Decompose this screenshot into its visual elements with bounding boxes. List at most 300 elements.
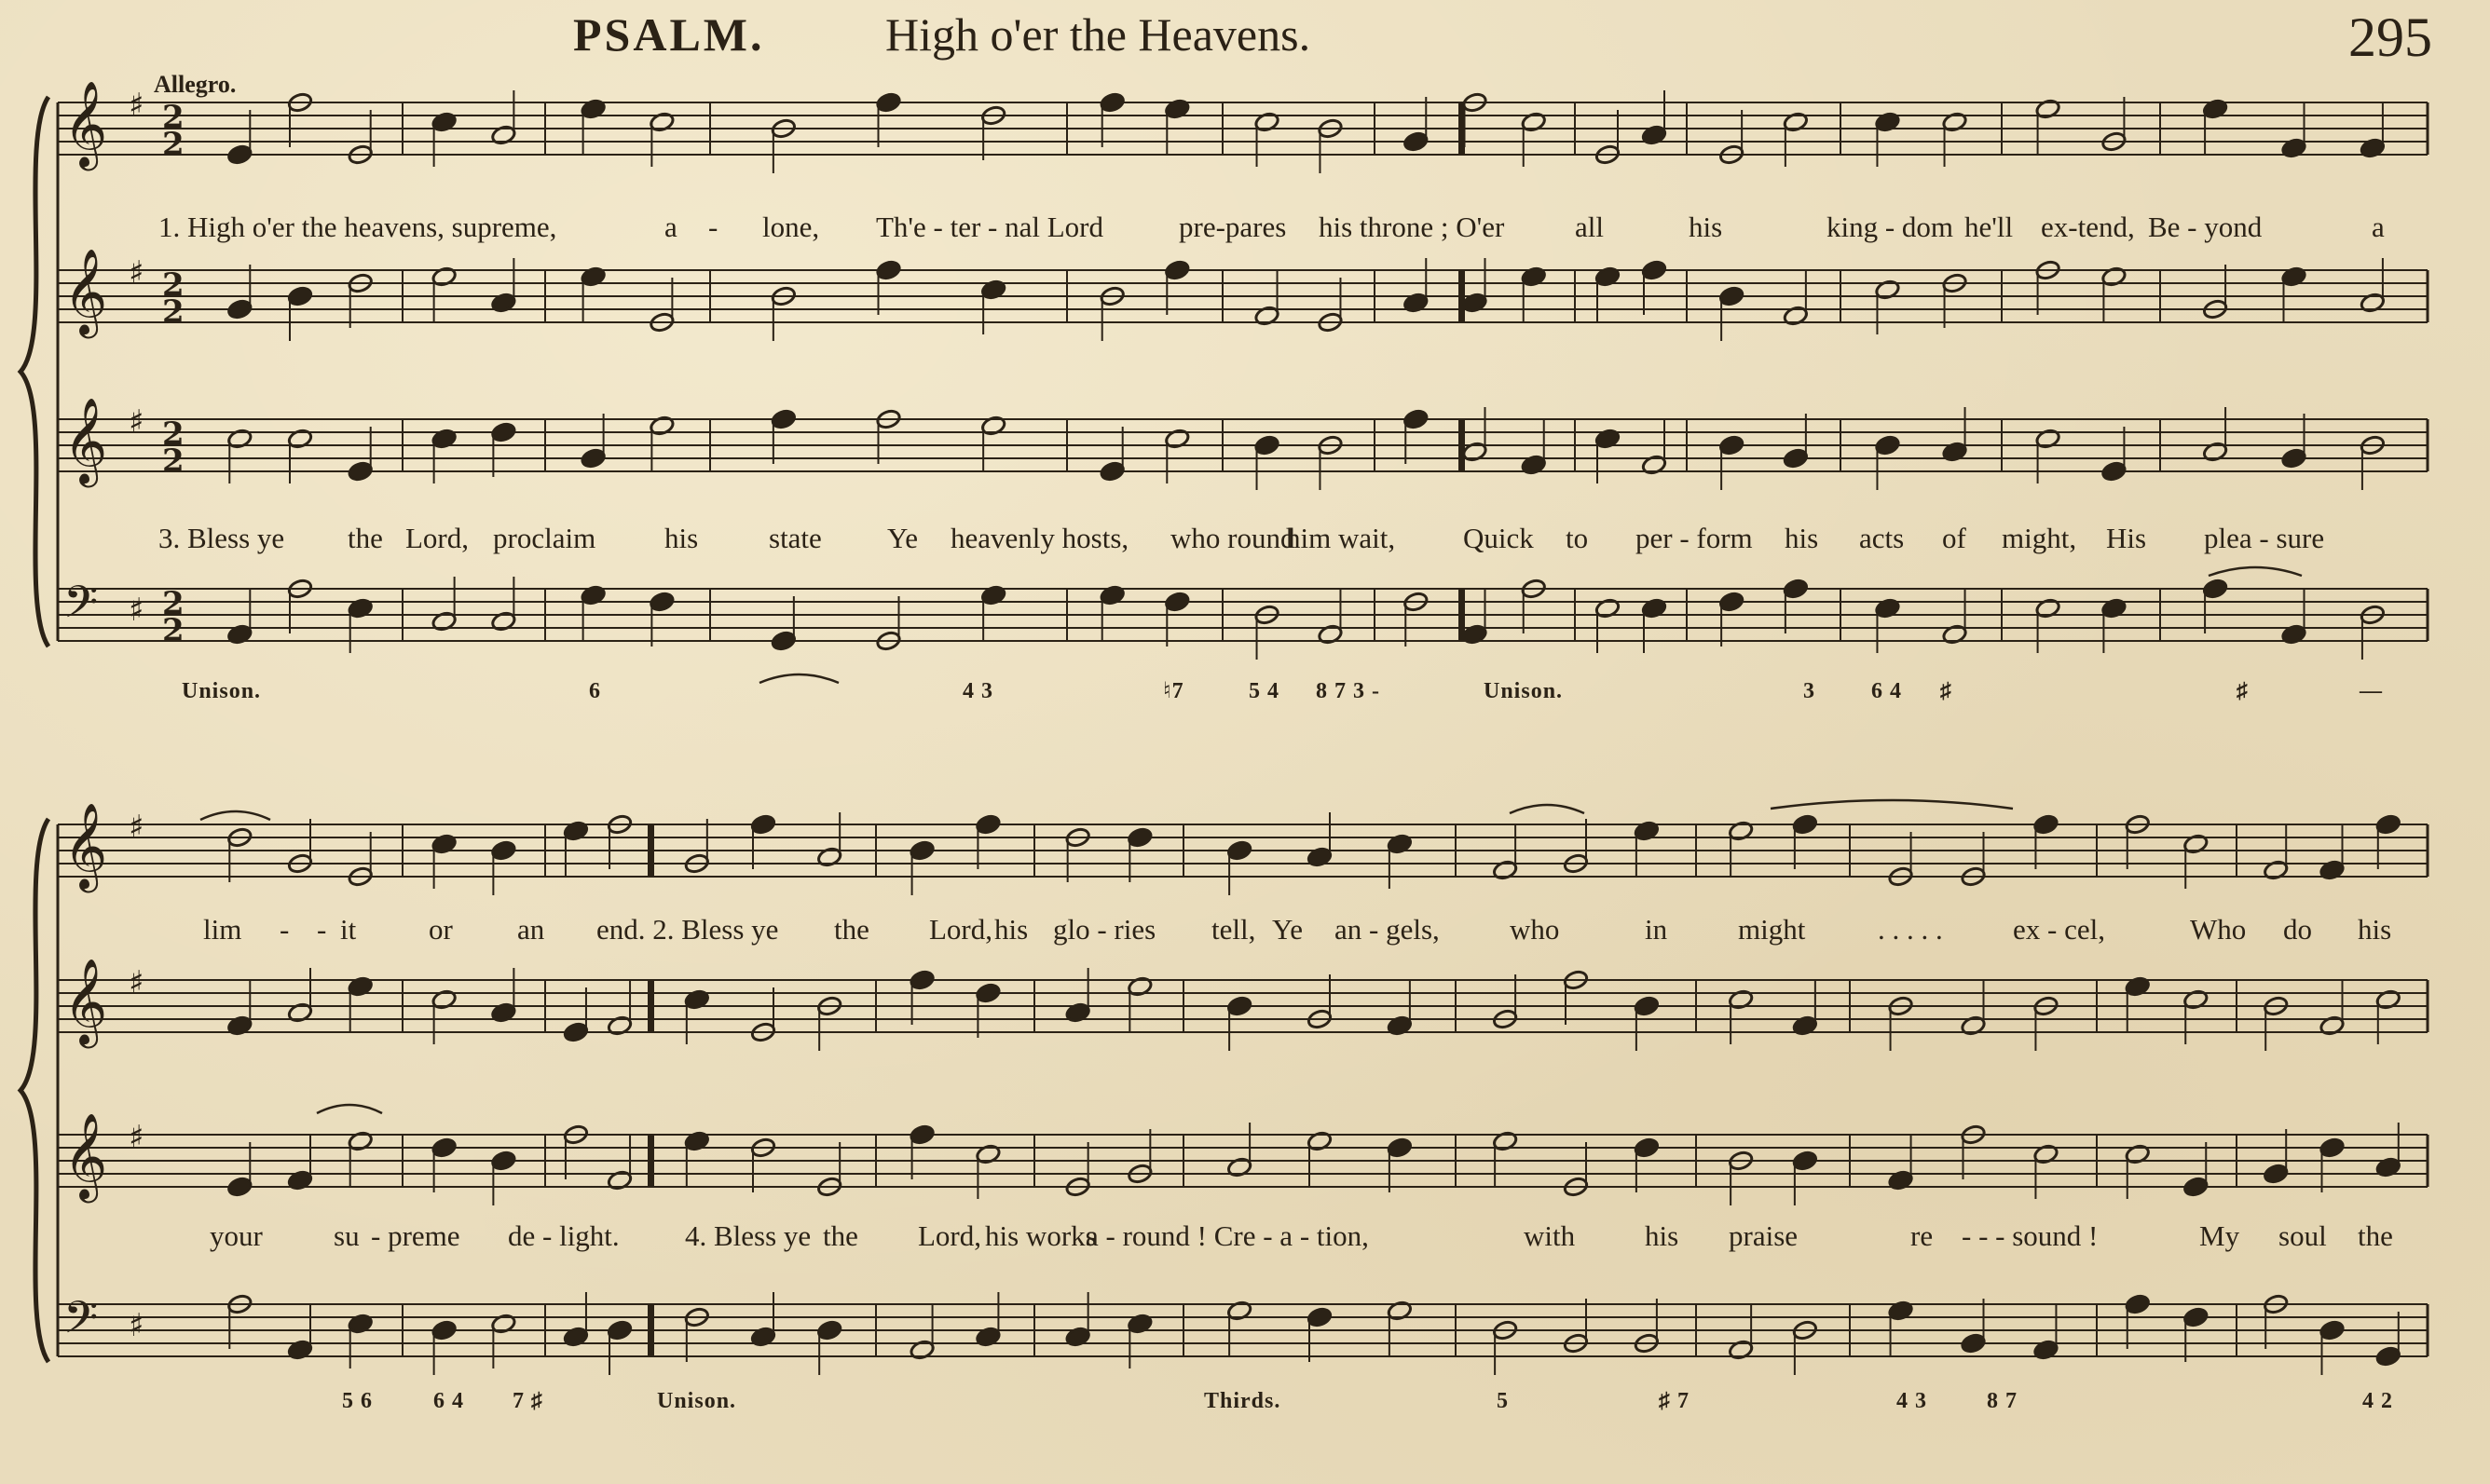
notehead: [348, 1130, 374, 1151]
key-signature-sharp: ♯: [129, 964, 144, 1001]
time-signature-icon: 2: [162, 612, 185, 649]
notehead: [1521, 454, 1547, 475]
figured-bass-figure: —: [2360, 679, 2383, 703]
lyric-syllable: end. 2. Bless ye: [596, 913, 779, 946]
notehead: [2125, 975, 2151, 997]
notehead: [2360, 292, 2386, 313]
notehead: [581, 584, 607, 606]
treble-clef-icon: 𝄞: [63, 248, 108, 334]
notehead: [2125, 1293, 2151, 1314]
notehead: [1960, 1014, 1986, 1036]
lyric-syllable: the: [823, 1219, 858, 1252]
notehead: [2032, 1339, 2059, 1360]
key-signature-sharp: ♯: [129, 403, 144, 441]
notehead: [2263, 859, 2289, 880]
lyric-syllable: tell,: [1211, 913, 1256, 946]
notehead: [1254, 434, 1280, 456]
notehead: [1307, 1130, 1333, 1151]
header-category: PSALM.: [573, 8, 765, 61]
notehead: [1164, 259, 1190, 280]
notehead: [287, 285, 313, 306]
lyric-syllable: his: [1785, 522, 1819, 554]
notehead: [2375, 1156, 2401, 1178]
notehead: [684, 1130, 710, 1151]
figured-bass-figure: 8 7: [1987, 1389, 2018, 1413]
lyric-syllable: or: [429, 913, 453, 946]
key-signature-sharp: ♯: [129, 809, 144, 846]
slur: [200, 811, 270, 820]
key-signature-sharp: ♯: [129, 87, 144, 124]
notehead: [2182, 1306, 2209, 1327]
notehead: [226, 1176, 253, 1197]
notehead: [2375, 988, 2401, 1010]
time-signature-icon: 2: [162, 415, 185, 453]
notehead: [226, 1014, 253, 1036]
notehead: [1387, 833, 1413, 854]
time-signature-icon: 2: [162, 99, 185, 136]
lyric-syllable: - - - sound !: [1962, 1219, 2099, 1252]
notehead: [980, 279, 1006, 300]
notehead: [490, 292, 516, 313]
notehead: [287, 1001, 313, 1023]
notehead: [975, 1143, 1001, 1164]
notehead: [1164, 98, 1190, 119]
notehead: [607, 1014, 633, 1036]
figured-bass-figure: 7 ♯: [513, 1389, 543, 1413]
lyric-syllable: the: [2358, 1219, 2393, 1252]
lyric-syllable: who round: [1170, 522, 1295, 554]
lyric-syllable: per - form: [1635, 522, 1753, 554]
notehead: [1728, 820, 1754, 841]
notehead: [1634, 820, 1660, 841]
notehead: [816, 1319, 842, 1341]
bass-clef-icon: 𝄢: [63, 1291, 99, 1355]
notehead: [2202, 98, 2228, 119]
notehead: [1942, 111, 1968, 132]
lyric-syllable: might,: [2002, 522, 2077, 554]
lyric-syllable: Ye: [1272, 913, 1304, 946]
notehead: [1641, 259, 1667, 280]
notehead: [431, 833, 458, 854]
figured-bass-figure: 4 3: [963, 679, 993, 703]
notehead: [1728, 1339, 1754, 1360]
notehead: [563, 820, 589, 841]
lyric-syllable: a - round ! Cre - a - tion,: [1086, 1219, 1369, 1252]
notehead: [607, 1319, 633, 1341]
notehead: [348, 460, 374, 482]
notehead: [2319, 1137, 2345, 1158]
notehead: [348, 1313, 374, 1334]
lyric-syllable: heavenly hosts,: [951, 522, 1129, 554]
notehead: [1783, 305, 1809, 326]
notehead: [1164, 591, 1190, 612]
notehead: [2182, 833, 2209, 854]
notehead: [1960, 1332, 1986, 1354]
notehead: [431, 610, 458, 632]
notehead: [1402, 408, 1429, 429]
notehead: [1387, 1014, 1413, 1036]
notehead: [607, 1169, 633, 1191]
lyric-syllable: -: [317, 913, 327, 946]
figured-bass-figure: 4 3: [1896, 1389, 1927, 1413]
notehead: [649, 591, 675, 612]
key-signature-sharp: ♯: [129, 1307, 144, 1344]
notehead: [2032, 813, 2059, 835]
notehead: [2035, 428, 2061, 449]
notehead: [490, 124, 516, 145]
notehead: [2100, 597, 2127, 619]
notehead: [649, 415, 675, 436]
notehead: [1254, 111, 1280, 132]
slur: [759, 674, 839, 683]
lyric-syllable: Th'e - ter - nal Lord: [876, 211, 1104, 243]
lyric-syllable: Who: [2190, 913, 2247, 946]
page-title: High o'er the Heavens.: [885, 8, 1311, 61]
lyric-syllable: - preme: [371, 1219, 460, 1252]
figured-bass-figure: ♯: [2237, 679, 2249, 703]
notehead: [771, 408, 797, 429]
lyric-syllable: 4. Bless ye: [685, 1219, 812, 1252]
notehead: [348, 597, 374, 619]
lyric-syllable: -: [708, 211, 718, 243]
notehead: [1874, 597, 1900, 619]
notehead: [1942, 441, 1968, 462]
time-signature-icon: 2: [162, 126, 185, 163]
notehead: [975, 1326, 1001, 1347]
treble-clef-icon: 𝄞: [63, 958, 108, 1044]
notehead: [1387, 1137, 1413, 1158]
notehead: [1874, 434, 1900, 456]
notehead: [431, 1319, 458, 1341]
lyric-syllable: 1. High o'er the heavens, supreme,: [158, 211, 557, 243]
lyric-syllable: a: [664, 211, 677, 243]
figured-bass-figure: Unison.: [1484, 679, 1564, 703]
lyric-syllable: Quick: [1463, 522, 1534, 554]
notehead: [875, 259, 901, 280]
brace-icon: [21, 819, 48, 1362]
notehead: [1792, 1150, 1818, 1171]
figured-bass-figure: ♯: [1940, 679, 1952, 703]
notehead: [1783, 111, 1809, 132]
notehead: [1792, 813, 1818, 835]
notehead: [581, 447, 607, 469]
notehead: [1492, 1130, 1518, 1151]
key-signature-sharp: ♯: [129, 1119, 144, 1156]
lyric-syllable: pre-pares: [1179, 211, 1287, 243]
notehead: [1594, 428, 1621, 449]
notehead: [2202, 441, 2228, 462]
notehead: [1100, 460, 1126, 482]
slur: [1510, 805, 1584, 813]
notehead: [2375, 1345, 2401, 1367]
notehead: [490, 1001, 516, 1023]
figured-bass-figure: Unison.: [182, 679, 262, 703]
notehead: [1888, 1169, 1914, 1191]
notehead: [1492, 859, 1518, 880]
notehead: [226, 428, 253, 449]
notehead: [1164, 428, 1190, 449]
figured-bass-figure: 6 4: [1871, 679, 1902, 703]
notehead: [2032, 1143, 2059, 1164]
time-signature-icon: 2: [162, 266, 185, 304]
notehead: [2375, 813, 2401, 835]
slur: [1771, 800, 2013, 809]
notehead: [490, 421, 516, 442]
notehead: [2182, 1176, 2209, 1197]
lyric-syllable: of: [1942, 522, 1966, 554]
figured-bass-figure: 4 2: [2362, 1389, 2393, 1413]
lyric-syllable: state: [769, 522, 822, 554]
notehead: [980, 415, 1006, 436]
notehead: [2263, 1163, 2289, 1184]
lyric-syllable: ex-tend,: [2041, 211, 2135, 243]
notehead: [1634, 995, 1660, 1016]
notehead: [1594, 597, 1621, 619]
notehead: [1521, 111, 1547, 132]
section-barline: [648, 980, 654, 1032]
lyric-syllable: Ye: [887, 522, 919, 554]
notehead: [431, 428, 458, 449]
notehead: [1461, 441, 1487, 462]
notehead: [1783, 578, 1809, 599]
notehead: [1728, 988, 1754, 1010]
figured-bass-figure: ♯ 7: [1659, 1389, 1690, 1413]
notehead: [1521, 265, 1547, 287]
notehead: [2280, 623, 2306, 645]
section-barline: [1458, 419, 1465, 471]
lyric-syllable: Lord,: [918, 1219, 982, 1252]
lyric-syllable: his: [1689, 211, 1723, 243]
notehead: [975, 982, 1001, 1003]
notehead: [1127, 1313, 1153, 1334]
lyric-syllable: -: [280, 913, 290, 946]
notehead: [750, 813, 776, 835]
figured-bass-figure: 6 4: [433, 1389, 464, 1413]
notehead: [750, 1326, 776, 1347]
lyric-syllable: soul: [2278, 1219, 2327, 1252]
notehead: [2035, 98, 2061, 119]
notehead: [563, 1326, 589, 1347]
notehead: [1634, 1137, 1660, 1158]
notehead: [2202, 578, 2228, 599]
time-signature-icon: 2: [162, 293, 185, 331]
slur: [317, 1105, 382, 1113]
lyric-syllable: ex - cel,: [2013, 913, 2105, 946]
lyric-syllable: your: [210, 1219, 263, 1252]
key-signature-sharp: ♯: [129, 254, 144, 292]
notehead: [2280, 265, 2306, 287]
figured-bass-figure: Unison.: [657, 1389, 737, 1413]
figured-bass-figure: 5 6: [342, 1389, 373, 1413]
notehead: [1254, 305, 1280, 326]
notehead: [1065, 1326, 1091, 1347]
section-barline: [648, 1304, 654, 1356]
lyric-syllable: lim: [203, 913, 242, 946]
lyric-syllable: his: [2358, 913, 2392, 946]
notehead: [1226, 1300, 1252, 1321]
notehead: [490, 1150, 516, 1171]
key-signature-sharp: ♯: [129, 592, 144, 629]
notehead: [910, 1123, 936, 1145]
notehead: [1317, 623, 1343, 645]
time-signature-icon: 2: [162, 442, 185, 480]
lyric-syllable: all: [1575, 211, 1604, 243]
lyric-syllable: . . . . .: [1878, 913, 1943, 946]
notehead: [431, 111, 458, 132]
notehead: [2280, 447, 2306, 469]
figured-bass-figure: 8 7 3 -: [1316, 679, 1380, 703]
notehead: [980, 584, 1006, 606]
slur: [2209, 567, 2302, 576]
lyric-syllable: glo - ries: [1053, 913, 1156, 946]
bass-clef-icon: 𝄢: [63, 576, 99, 639]
lyric-syllable: an: [517, 913, 545, 946]
notehead: [1718, 434, 1744, 456]
notehead: [875, 91, 901, 113]
page-number: 295: [2348, 7, 2432, 68]
figured-bass-figure: ♮7: [1163, 679, 1184, 703]
notehead: [1387, 1300, 1413, 1321]
lyric-syllable: the: [834, 913, 869, 946]
lyric-syllable: Lord,: [929, 913, 993, 946]
lyric-syllable: the: [348, 522, 383, 554]
lyric-syllable: to: [1566, 522, 1589, 554]
notehead: [287, 428, 313, 449]
notehead: [2319, 1319, 2345, 1341]
notehead: [1792, 1014, 1818, 1036]
notehead: [2319, 1014, 2345, 1036]
treble-clef-icon: 𝄞: [63, 397, 108, 483]
lyric-syllable: him wait,: [1286, 522, 1396, 554]
lyric-syllable: su: [334, 1219, 360, 1252]
notehead: [1127, 826, 1153, 848]
notehead: [1402, 292, 1429, 313]
notehead: [1641, 454, 1667, 475]
notehead: [1226, 839, 1252, 861]
notehead: [431, 265, 458, 287]
section-barline: [1458, 270, 1465, 322]
notehead: [490, 839, 516, 861]
notehead: [581, 98, 607, 119]
notehead: [1100, 584, 1126, 606]
notehead: [1874, 111, 1900, 132]
figured-bass-figure: 5 4: [1249, 679, 1279, 703]
lyric-syllable: his: [664, 522, 699, 554]
notehead: [1461, 292, 1487, 313]
notehead: [2319, 859, 2345, 880]
figured-bass-figure: Thirds.: [1204, 1389, 1281, 1413]
notehead: [1942, 623, 1968, 645]
notehead: [1307, 1306, 1333, 1327]
notehead: [771, 630, 797, 651]
notehead: [226, 298, 253, 320]
tempo-marking: Allegro.: [154, 71, 237, 98]
lyric-syllable: who: [1510, 913, 1560, 946]
lyric-syllable: Be - yond: [2148, 211, 2263, 243]
notehead: [348, 975, 374, 997]
lyric-syllable: My: [2199, 1219, 2240, 1252]
lyric-syllable: re: [1910, 1219, 1934, 1252]
notehead: [1402, 130, 1429, 152]
lyric-syllable: do: [2283, 913, 2312, 946]
notehead: [910, 969, 936, 990]
notehead: [1594, 265, 1621, 287]
notehead: [563, 1021, 589, 1042]
notehead: [2182, 988, 2209, 1010]
notehead: [1226, 995, 1252, 1016]
lyric-syllable: lone,: [762, 211, 820, 243]
notehead: [431, 1137, 458, 1158]
notehead: [1888, 1300, 1914, 1321]
notehead: [1461, 623, 1487, 645]
lyric-syllable: his throne ; O'er: [1319, 211, 1505, 243]
lyric-syllable: acts: [1859, 522, 1905, 554]
notehead: [1065, 1001, 1091, 1023]
lyric-syllable: his works: [985, 1219, 1097, 1252]
figured-bass-figure: 3: [1803, 679, 1815, 703]
figured-bass-figure: 5: [1497, 1389, 1509, 1413]
notehead: [2125, 1143, 2151, 1164]
notehead: [490, 1313, 516, 1334]
notehead: [226, 143, 253, 165]
lyric-syllable: an - gels,: [1334, 913, 1440, 946]
section-barline: [648, 1135, 654, 1187]
notehead: [910, 1339, 936, 1360]
lyric-syllable: a: [2372, 211, 2385, 243]
brace-icon: [21, 97, 48, 647]
treble-clef-icon: 𝄞: [63, 802, 108, 889]
notehead: [910, 839, 936, 861]
notehead: [1783, 447, 1809, 469]
lyric-syllable: he'll: [1964, 211, 2014, 243]
notehead: [287, 1169, 313, 1191]
notehead: [1718, 591, 1744, 612]
lyric-syllable: Lord,: [405, 522, 470, 554]
notehead: [2360, 137, 2386, 158]
lyric-syllable: might: [1738, 913, 1806, 946]
notehead: [684, 988, 710, 1010]
lyric-syllable: his: [994, 913, 1029, 946]
notehead: [2280, 137, 2306, 158]
lyric-syllable: with: [1524, 1219, 1576, 1252]
notehead: [1127, 975, 1153, 997]
notehead: [287, 1339, 313, 1360]
notehead: [581, 265, 607, 287]
notehead: [1307, 846, 1333, 867]
lyric-syllable: praise: [1729, 1219, 1799, 1252]
lyric-syllable: proclaim: [493, 522, 596, 554]
notehead: [431, 988, 458, 1010]
section-barline: [648, 824, 654, 877]
notehead: [490, 610, 516, 632]
lyric-syllable: it: [340, 913, 357, 946]
lyric-syllable: de - light.: [508, 1219, 620, 1252]
treble-clef-icon: 𝄞: [63, 80, 108, 167]
time-signature-icon: 2: [162, 585, 185, 622]
notehead: [1100, 91, 1126, 113]
treble-clef-icon: 𝄞: [63, 1112, 108, 1199]
notehead: [226, 623, 253, 645]
lyric-syllable: 3. Bless ye: [158, 522, 285, 554]
lyric-syllable: his: [1645, 1219, 1679, 1252]
notehead: [2035, 597, 2061, 619]
notehead: [975, 813, 1001, 835]
notehead: [1641, 597, 1667, 619]
notehead: [1718, 285, 1744, 306]
lyric-syllable: in: [1645, 913, 1668, 946]
lyric-syllable: plea - sure: [2204, 522, 2325, 554]
notehead: [1226, 1156, 1252, 1178]
